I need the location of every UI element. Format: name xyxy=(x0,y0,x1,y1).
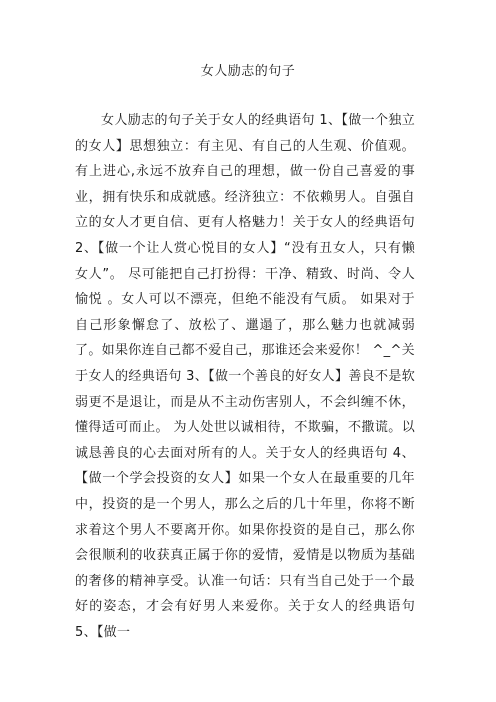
document-title: 女人励志的句子 xyxy=(200,64,296,79)
document-body-paragraph: 女人励志的句子关于女人的经典语句 1、【做一个独立的女人】思想独立：有主见、有自己的人生观、价值观。有上进心,永远不放弃自己的理想，做一份自己喜爱的事业，拥有快乐和成就感。经济独立：不依赖男人。自强自立的女人才更自信、更有人格魅力！关于女人的经典语句 2、【做一个让人赏心悦目的女人】“没有丑女人，只有懒女人”。 尽可能把自己打扮得：干净、精致、时尚、令人愉悦 。女人可以不漂亮，但绝不能没有气质。 如果对于自己形象懈怠了、放松了、邋遢了，那么魅力也就减弱了。如果你连自己都不爱自己，那谁还会来爱你！ ^_^关于女人的经典语句 3、【做一个善良的好女人】善良不是软弱更不是退让，而是从不主动伤害别人，不会纠缠不休，懂得适可而止。 为人处世以诚相待，不欺骗，不撒谎。以诚恳善良的心去面对所有的人。关于女人的经典语句 4、【做一个学会投资的女人】如果一个女人在最重要的几年中，投资的是一个男人，那么之后的几十年里，你将不断求着这个男人不要离开你。如果你投资的是自己，那么你会很顺利的收获真正属于你的爱情，爱情是以物质为基础的奢侈的精神享受。认准一句话：只有当自己处于一个最好的姿态，才会有好男人来爱你。关于女人的经典语句 5、【做一 xyxy=(75,113,415,640)
